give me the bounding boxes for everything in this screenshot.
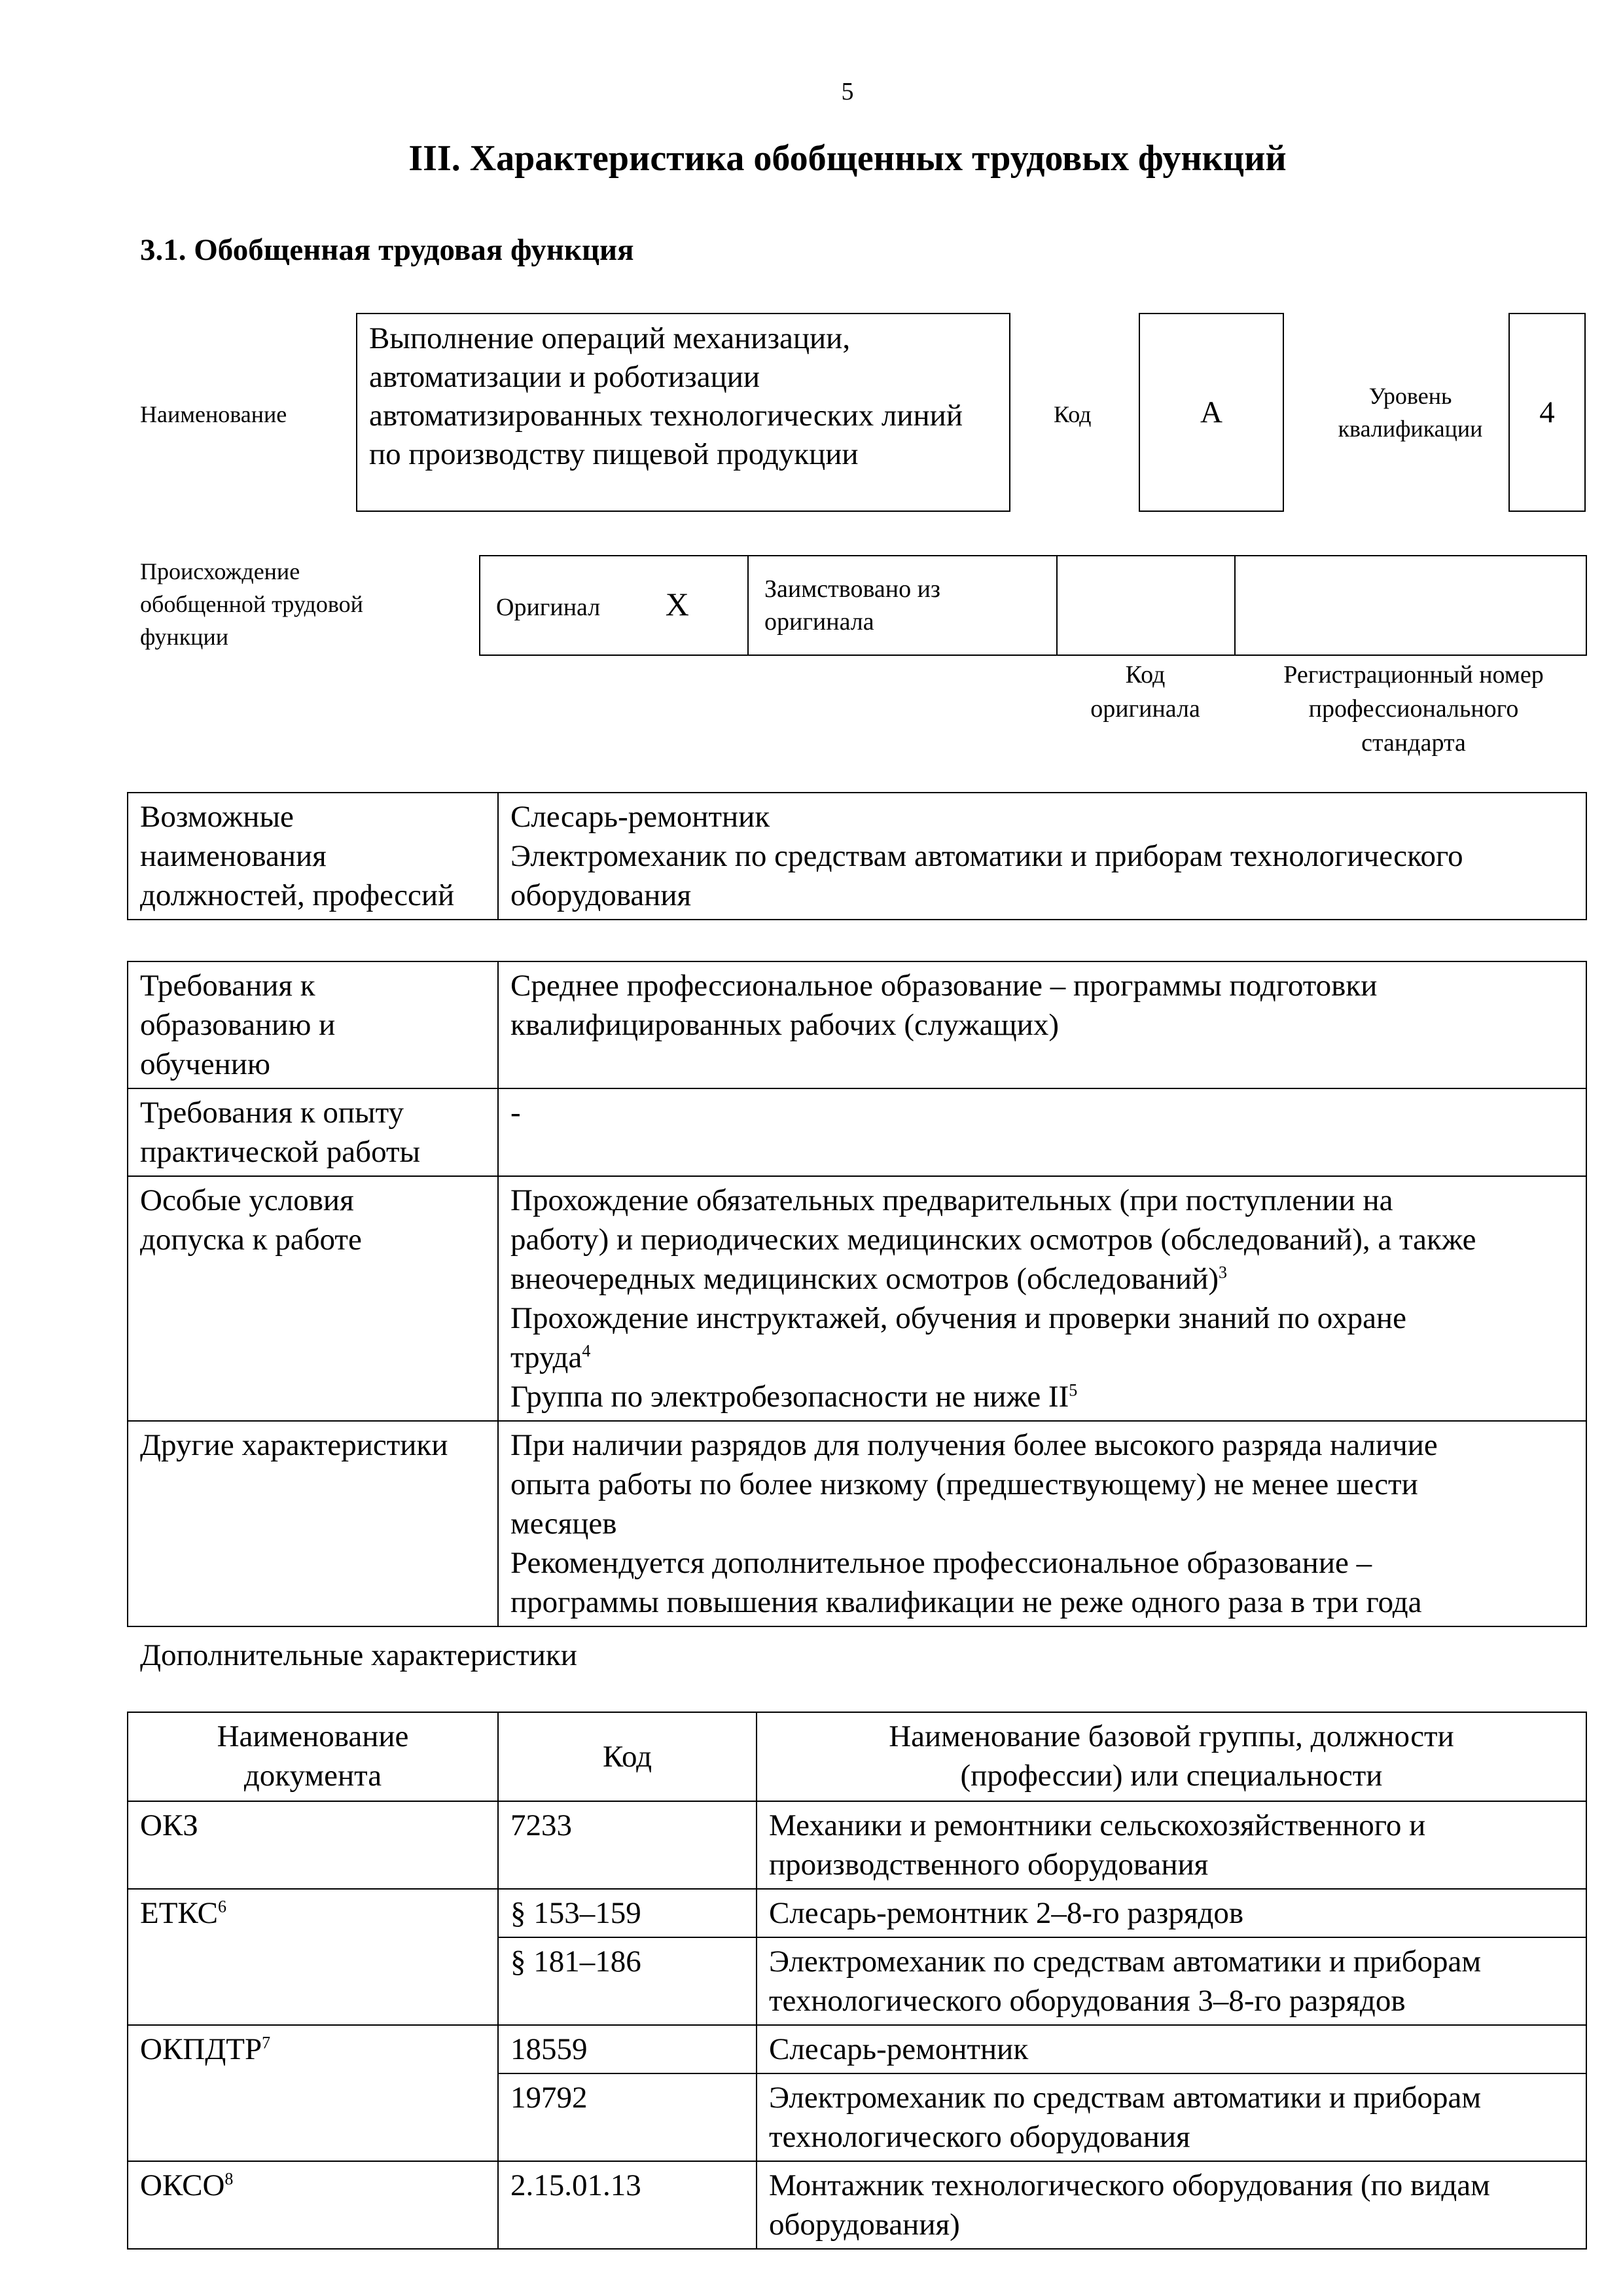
original-code-caption bbox=[1047, 658, 1243, 726]
additional-table-header bbox=[128, 1712, 1586, 1801]
requirements-row-other bbox=[128, 1421, 1586, 1626]
code-label: Код bbox=[1054, 401, 1092, 427]
header-group-name-line-1: Наименование базовой группы, должности bbox=[889, 1719, 1454, 1753]
education-label bbox=[128, 961, 498, 1088]
footnote-8: 8 bbox=[224, 2169, 234, 2189]
row-code: 2.15.01.13 bbox=[498, 2161, 757, 2249]
row-name bbox=[757, 1937, 1586, 2025]
original-code-cell bbox=[1057, 556, 1235, 655]
row-name-line-2: технологического оборудования bbox=[769, 2120, 1190, 2154]
original-code-caption-line-2: оригинала bbox=[1090, 695, 1200, 723]
positions-value bbox=[498, 793, 1586, 920]
admission-value-line-5 bbox=[510, 1338, 1574, 1377]
header-doc-name bbox=[128, 1712, 498, 1801]
level-label bbox=[1293, 380, 1528, 445]
admission-value-line-3 bbox=[510, 1259, 1574, 1299]
section-title: III. Характеристика обобщенных трудовых функций bbox=[408, 138, 1287, 179]
additional-title: Дополнительные характеристики bbox=[140, 1638, 577, 1672]
level-value: 4 bbox=[1508, 313, 1586, 512]
origin-label-line-3: функции bbox=[140, 624, 228, 650]
registration-caption-line-2: профессионального bbox=[1308, 695, 1519, 723]
other-value bbox=[498, 1421, 1586, 1626]
experience-value: - bbox=[498, 1088, 1586, 1176]
row-doc-text: ОКСО bbox=[140, 2168, 225, 2202]
positions-table bbox=[127, 792, 1587, 920]
registration-number-cell bbox=[1235, 556, 1586, 655]
origin-label bbox=[140, 555, 363, 653]
table-row bbox=[128, 1889, 1586, 1937]
registration-caption-line-1: Регистрационный номер bbox=[1283, 661, 1544, 689]
experience-label bbox=[128, 1088, 498, 1176]
origin-label-line-2: обобщенной трудовой bbox=[140, 591, 363, 617]
subsection-title: 3.1. Обобщенная трудовая функция bbox=[140, 233, 634, 267]
header-group-name-line-2: (профессии) или специальности bbox=[960, 1759, 1383, 1793]
name-value: Выполнение операций механизации, автоматизации и роботизации автоматизированных технологических линий по производству пищевой продукции bbox=[356, 313, 1010, 512]
header-code: Код bbox=[498, 1712, 757, 1801]
requirements-table bbox=[127, 961, 1587, 1627]
admission-value-line-3-text: внеочередных медицинских осмотров (обследований) bbox=[510, 1262, 1219, 1296]
admission-value-line-1: Прохождение обязательных предварительных (при поступлении на bbox=[510, 1183, 1393, 1217]
admission-label bbox=[128, 1176, 498, 1421]
footnote-5: 5 bbox=[1069, 1380, 1078, 1400]
row-doc-text: ОКЗ bbox=[140, 1808, 198, 1842]
experience-label-line-2: практической работы bbox=[140, 1135, 421, 1169]
positions-label-line-3: должностей, профессий bbox=[140, 878, 455, 912]
registration-caption bbox=[1237, 658, 1590, 760]
original-label: Оригинал bbox=[496, 593, 601, 621]
table-row bbox=[128, 2025, 1586, 2073]
row-name-line-2: производственного оборудования bbox=[769, 1848, 1209, 1882]
row-name-line-2: технологического оборудования 3–8-го разрядов bbox=[769, 1984, 1406, 2018]
other-label: Другие характеристики bbox=[128, 1421, 498, 1626]
positions-label-line-2: наименования bbox=[140, 839, 327, 873]
row-name: Слесарь-ремонтник 2–8-го разрядов bbox=[757, 1889, 1586, 1937]
row-name: Слесарь-ремонтник bbox=[757, 2025, 1586, 2073]
origin-label-line-1: Происхождение bbox=[140, 558, 300, 584]
education-label-line-1: Требования к bbox=[140, 969, 315, 1003]
experience-label-line-1: Требования к опыту bbox=[140, 1096, 404, 1130]
borrowed-cell bbox=[748, 556, 1057, 655]
row-name-line-1: Электромеханик по средствам автоматики и приборам bbox=[769, 1945, 1482, 1979]
other-value-line-3: месяцев bbox=[510, 1507, 617, 1541]
page-number: 5 bbox=[841, 78, 854, 105]
level-label-line-2: квалификации bbox=[1338, 416, 1483, 442]
requirements-row-experience bbox=[128, 1088, 1586, 1176]
admission-value bbox=[498, 1176, 1586, 1421]
admission-value-line-5-text: труда bbox=[510, 1340, 582, 1374]
row-name-line-1: Электромеханик по средствам автоматики и приборам bbox=[769, 2081, 1482, 2115]
origin-table bbox=[479, 555, 1587, 656]
header-doc-name-line-2: документа bbox=[243, 1759, 382, 1793]
other-value-line-5: программы повышения квалификации не реже одного раза в три года bbox=[510, 1585, 1422, 1619]
admission-value-line-6 bbox=[510, 1377, 1574, 1416]
positions-value-line-3: оборудования bbox=[510, 878, 692, 912]
admission-label-line-1: Особые условия bbox=[140, 1183, 354, 1217]
original-code-caption-line-1: Код bbox=[1125, 661, 1166, 689]
footnote-3: 3 bbox=[1219, 1263, 1228, 1282]
header-doc-name-line-1: Наименование bbox=[217, 1719, 409, 1753]
registration-caption-line-3: стандарта bbox=[1361, 729, 1466, 757]
header-group-name bbox=[757, 1712, 1586, 1801]
row-name bbox=[757, 2073, 1586, 2161]
education-value bbox=[498, 961, 1586, 1088]
row-code: 18559 bbox=[498, 2025, 757, 2073]
level-label-line-1: Уровень bbox=[1368, 383, 1452, 409]
row-doc bbox=[128, 1889, 498, 2025]
row-name-line-1: Механики и ремонтники сельскохозяйственного и bbox=[769, 1808, 1426, 1842]
admission-value-line-6-text: Группа по электробезопасности не ниже II bbox=[510, 1380, 1069, 1414]
footnote-4: 4 bbox=[582, 1341, 591, 1361]
positions-label bbox=[128, 793, 498, 920]
other-value-line-4: Рекомендуется дополнительное профессиональное образование – bbox=[510, 1546, 1372, 1580]
footnote-7: 7 bbox=[262, 2033, 271, 2053]
row-doc bbox=[128, 1801, 498, 1889]
education-label-line-3: обучению bbox=[140, 1047, 271, 1081]
table-row bbox=[128, 1801, 1586, 1889]
row-code: 19792 bbox=[498, 2073, 757, 2161]
row-code: 7233 bbox=[498, 1801, 757, 1889]
row-doc-text: ЕТКС bbox=[140, 1896, 218, 1930]
table-row bbox=[128, 2161, 1586, 2249]
education-value-line-2: квалифицированных рабочих (служащих) bbox=[510, 1008, 1060, 1042]
row-name-line-1: Монтажник технологического оборудования (по видам bbox=[769, 2168, 1490, 2202]
code-value: A bbox=[1139, 313, 1284, 512]
footnote-6: 6 bbox=[217, 1897, 226, 1916]
requirements-row-education bbox=[128, 961, 1586, 1088]
positions-value-line-2: Электромеханик по средствам автоматики и приборам технологического bbox=[510, 839, 1463, 873]
row-name bbox=[757, 2161, 1586, 2249]
other-value-line-1: При наличии разрядов для получения более высокого разряда наличие bbox=[510, 1428, 1438, 1462]
positions-value-line-1: Слесарь-ремонтник bbox=[510, 800, 770, 834]
admission-label-line-2: допуска к работе bbox=[140, 1223, 362, 1257]
row-doc-text: ОКПДТР bbox=[140, 2032, 262, 2066]
positions-label-line-1: Возможные bbox=[140, 800, 294, 834]
row-name-line-2: оборудования) bbox=[769, 2208, 960, 2242]
row-doc bbox=[128, 2025, 498, 2161]
row-doc bbox=[128, 2161, 498, 2249]
education-value-line-1: Среднее профессиональное образование – программы подготовки bbox=[510, 969, 1378, 1003]
original-cell bbox=[480, 556, 748, 655]
requirements-row-admission bbox=[128, 1176, 1586, 1421]
original-mark: X bbox=[665, 585, 689, 622]
row-code: § 181–186 bbox=[498, 1937, 757, 2025]
borrowed-label-line-1: Заимствовано из bbox=[764, 575, 940, 603]
name-label: Наименование bbox=[140, 401, 287, 427]
education-label-line-2: образованию и bbox=[140, 1008, 336, 1042]
admission-value-line-2: работу) и периодических медицинских осмотров (обследований), а также bbox=[510, 1223, 1476, 1257]
admission-value-line-4: Прохождение инструктажей, обучения и проверки знаний по охране bbox=[510, 1301, 1406, 1335]
borrowed-label-line-2: оригинала bbox=[764, 608, 874, 636]
row-code: § 153–159 bbox=[498, 1889, 757, 1937]
other-value-line-2: опыта работы по более низкому (предшествующему) не менее шести bbox=[510, 1467, 1418, 1501]
additional-table bbox=[127, 1712, 1587, 2250]
row-name bbox=[757, 1801, 1586, 1889]
